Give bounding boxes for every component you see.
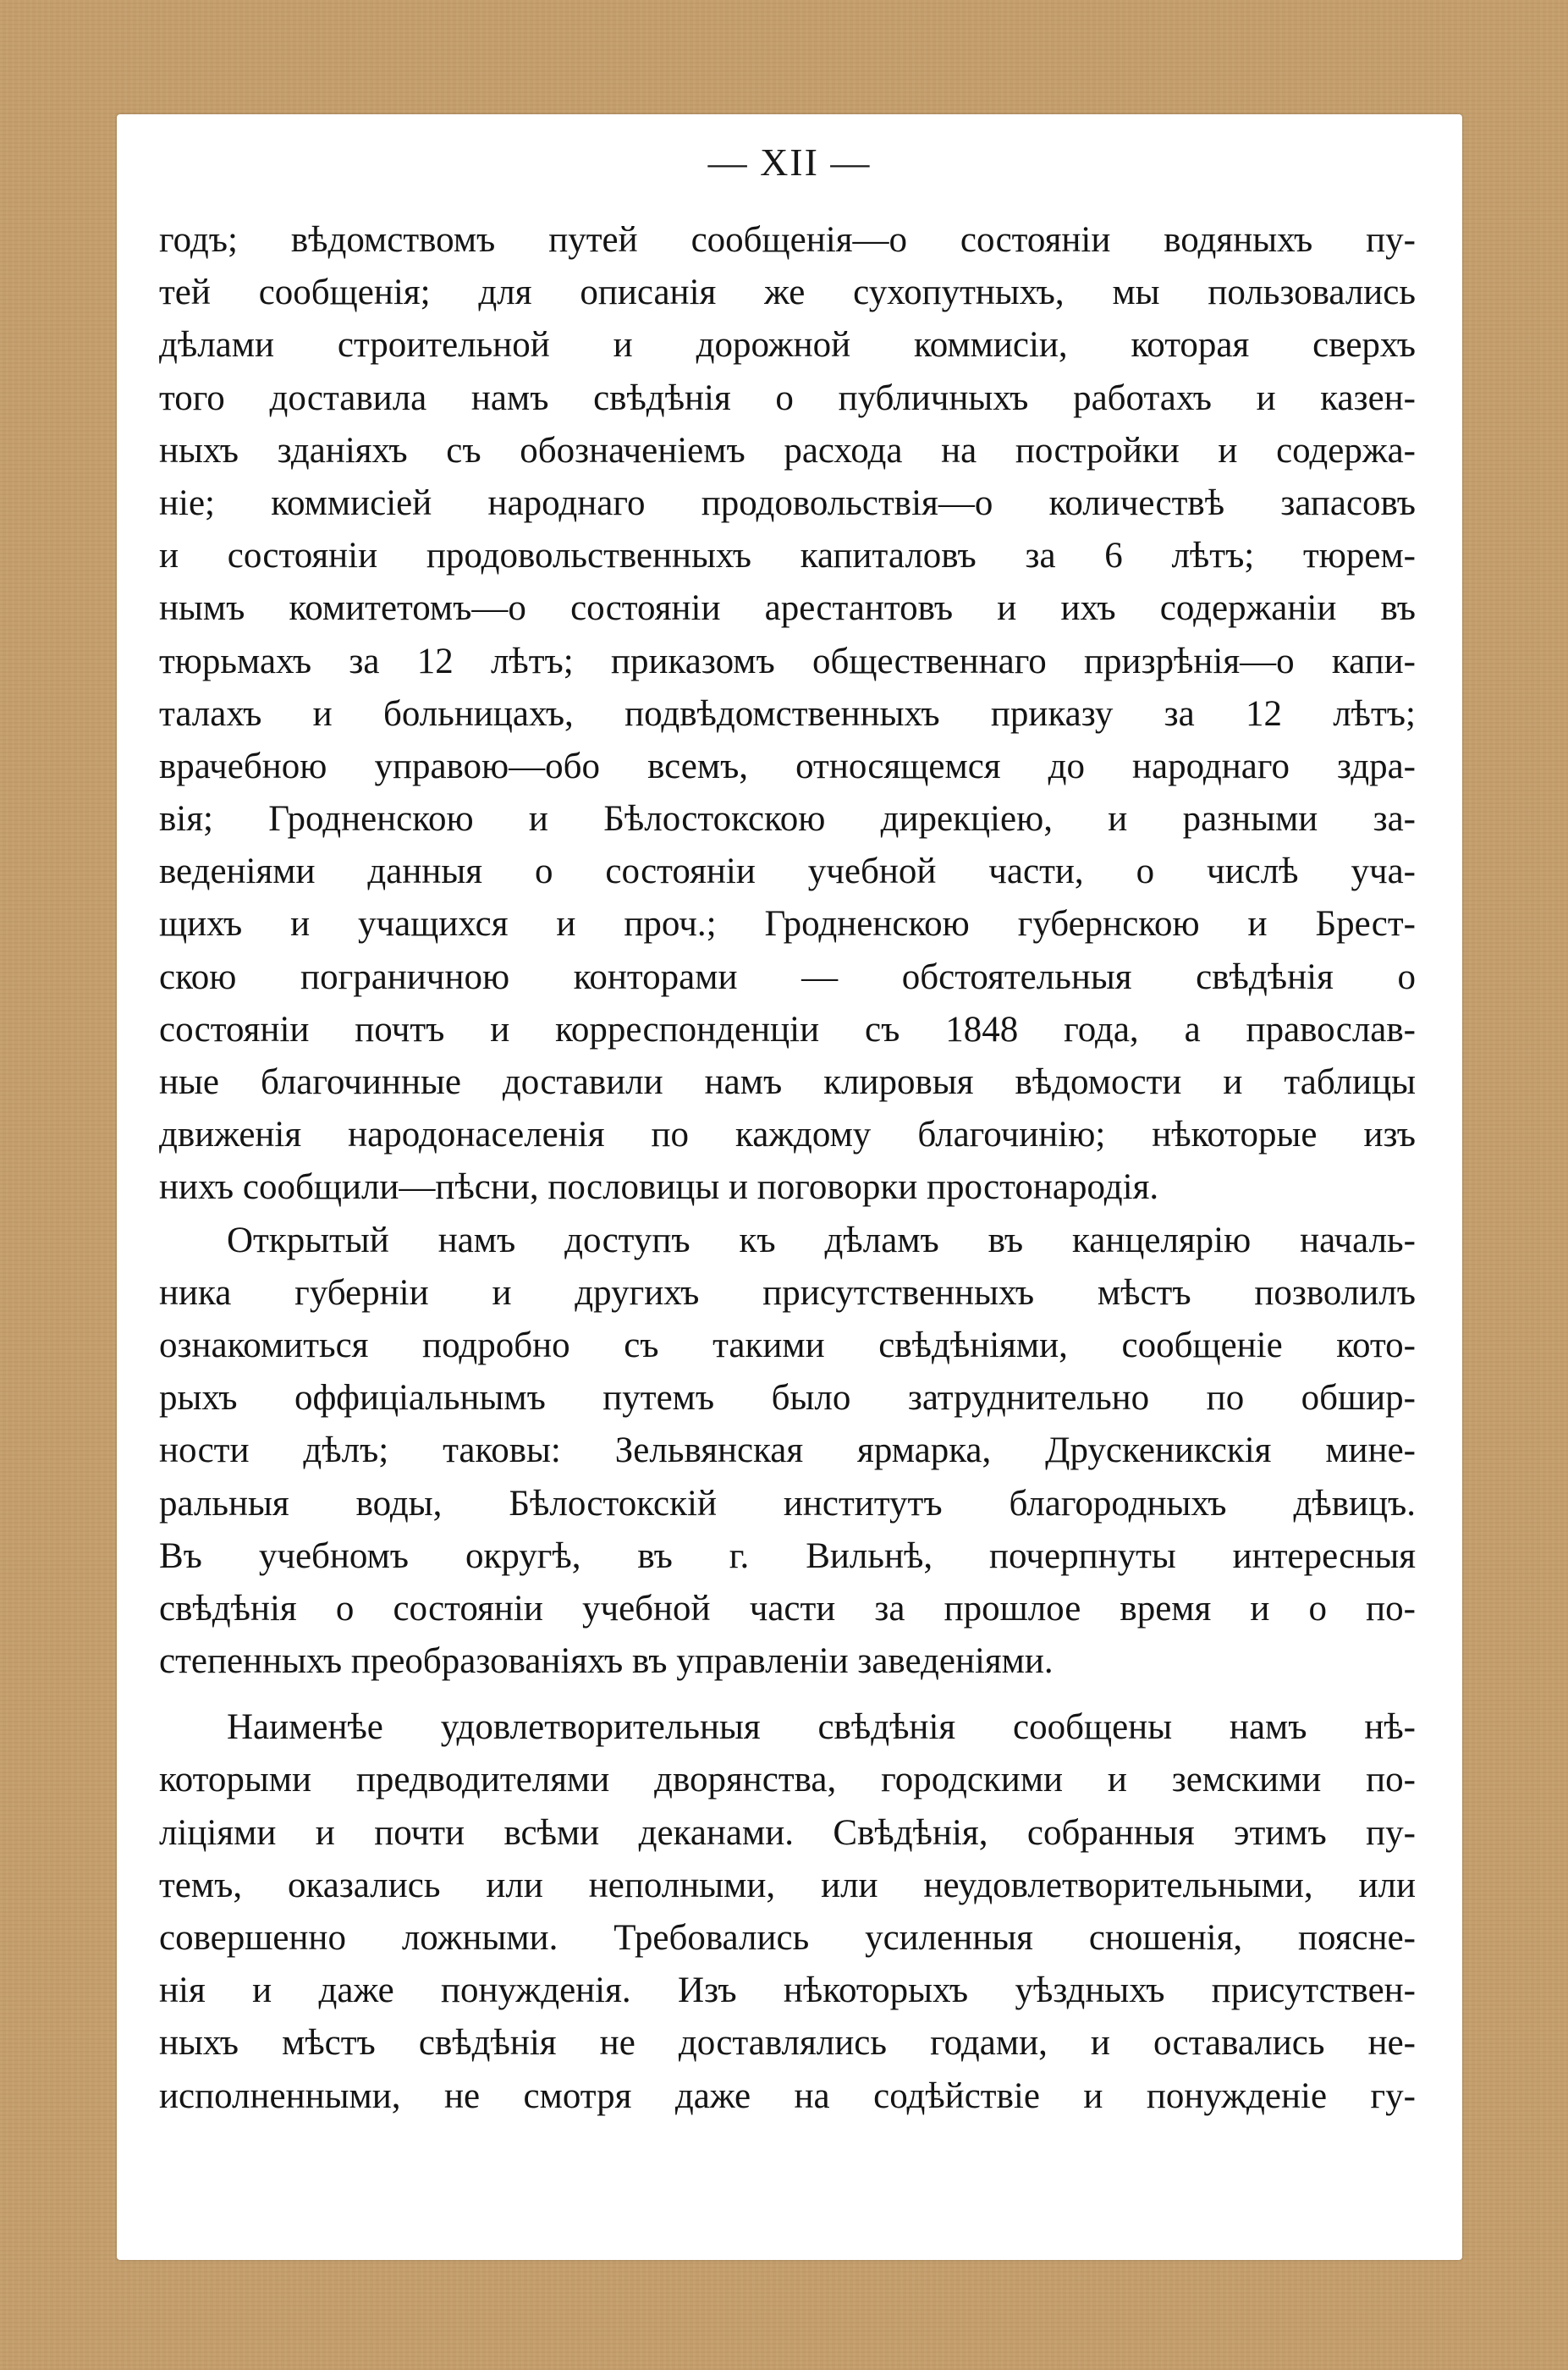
paragraph-start-line: Открытый намъ доступъ къ дѣламъ въ канцелярію началь-	[227, 1220, 1416, 1260]
text-line: свѣдѣнія о состояніи учебной части за прошлое время и о по-	[159, 1588, 1416, 1629]
text-line: ральныя воды, Бѣлостокскій институтъ благородныхъ дѣвицъ.	[159, 1483, 1416, 1524]
text-line: нымъ комитетомъ—о состояніи арестантовъ и ихъ содержаніи въ	[159, 588, 1416, 629]
text-line: ознакомиться подробно съ такими свѣдѣніями, сообщеніе кото-	[159, 1325, 1416, 1365]
text-line: Въ учебномъ округѣ, въ г. Вильнѣ, почерпнуты интересныя	[159, 1535, 1416, 1576]
text-line: исполненными, не смотря даже на содѣйствіе и понужденіе гу-	[159, 2075, 1416, 2116]
page-header: — XII —	[707, 141, 872, 184]
text-line: дѣлами строительной и дорожной коммисіи, которая сверхъ	[159, 325, 1416, 366]
text-line: талахъ и больницахъ, подвѣдомственныхъ приказу за 12 лѣтъ;	[159, 693, 1416, 734]
text-line: ніе; коммисіей народнаго продовольствія—о количествѣ запасовъ	[159, 482, 1416, 523]
text-line: совершенно ложными. Требовались усиленныя сношенія, поясне-	[159, 1918, 1416, 1958]
text-line: темъ, оказались или неполными, или неудовлетворительными, или	[159, 1865, 1416, 1905]
text-line: нихъ сообщили—пѣсни, пословицы и поговорки простонародія.	[159, 1167, 1159, 1208]
text-line: веденіями данныя о состояніи учебной части, о числѣ уча-	[159, 852, 1416, 892]
paragraph-gap	[159, 1688, 1416, 1701]
text-line: щихъ и учащихся и проч.; Гродненскою губернскою и Брест-	[159, 904, 1416, 945]
text-line: и состояніи продовольственныхъ капиталовъ за 6 лѣтъ; тюрем-	[159, 536, 1416, 576]
text-line: ности дѣлъ; таковы: Зельвянская ярмарка, Друскеникскія мине-	[159, 1430, 1416, 1471]
book-page	[117, 114, 1462, 2260]
text-line: ника губерніи и другихъ присутственныхъ мѣстъ позволилъ	[159, 1272, 1416, 1313]
text-line: состояніи почтъ и корреспонденціи съ 1848 года, а православ-	[159, 1009, 1416, 1050]
text-line: ліціями и почти всѣми деканами. Свѣдѣнія, собранныя этимъ пу-	[159, 1812, 1416, 1853]
text-line: которыми предводителями дворянства, городскими и земскими по-	[159, 1760, 1416, 1800]
text-line: врачебною управою—обо всемъ, относящемся до народнаго здра-	[159, 746, 1416, 786]
text-line: движенія народонаселенія по каждому благочинію; нѣкоторые изъ	[159, 1115, 1416, 1155]
text-line: тюрьмахъ за 12 лѣтъ; приказомъ общественнаго призрѣнія—о капи-	[159, 641, 1416, 681]
text-line: степенныхъ преобразованіяхъ въ управленіи заведеніями.	[159, 1641, 1054, 1682]
page-body-text	[159, 214, 1416, 2123]
text-line: ные благочинные доставили намъ клировыя вѣдомости и таблицы	[159, 1062, 1416, 1102]
paragraph-start-line: Наименѣе удовлетворительныя свѣдѣнія сообщены намъ нѣ-	[227, 1707, 1416, 1748]
text-line: того доставила намъ свѣдѣнія о публичныхъ работахъ и казен-	[159, 378, 1416, 418]
text-line: рыхъ оффиціальнымъ путемъ было затруднительно по обшир-	[159, 1378, 1416, 1419]
text-line: годъ; вѣдомствомъ путей сообщенія—о состояніи водяныхъ пу-	[159, 220, 1416, 260]
text-line: ныхъ мѣстъ свѣдѣнія не доставлялись годами, и оставались не-	[159, 2023, 1416, 2064]
text-line: ныхъ зданіяхъ съ обозначеніемъ расхода на постройки и содержа-	[159, 430, 1416, 471]
text-line: тей сообщенія; для описанія же сухопутныхъ, мы пользовались	[159, 273, 1416, 313]
text-line: вія; Гродненскою и Бѣлостокскою дирекціею, и разными за-	[159, 799, 1416, 840]
text-line: скою пограничною конторами — обстоятельныя свѣдѣнія о	[159, 956, 1416, 997]
text-line: нія и даже понужденія. Изъ нѣкоторыхъ уѣздныхъ присутствен-	[159, 1970, 1416, 2011]
